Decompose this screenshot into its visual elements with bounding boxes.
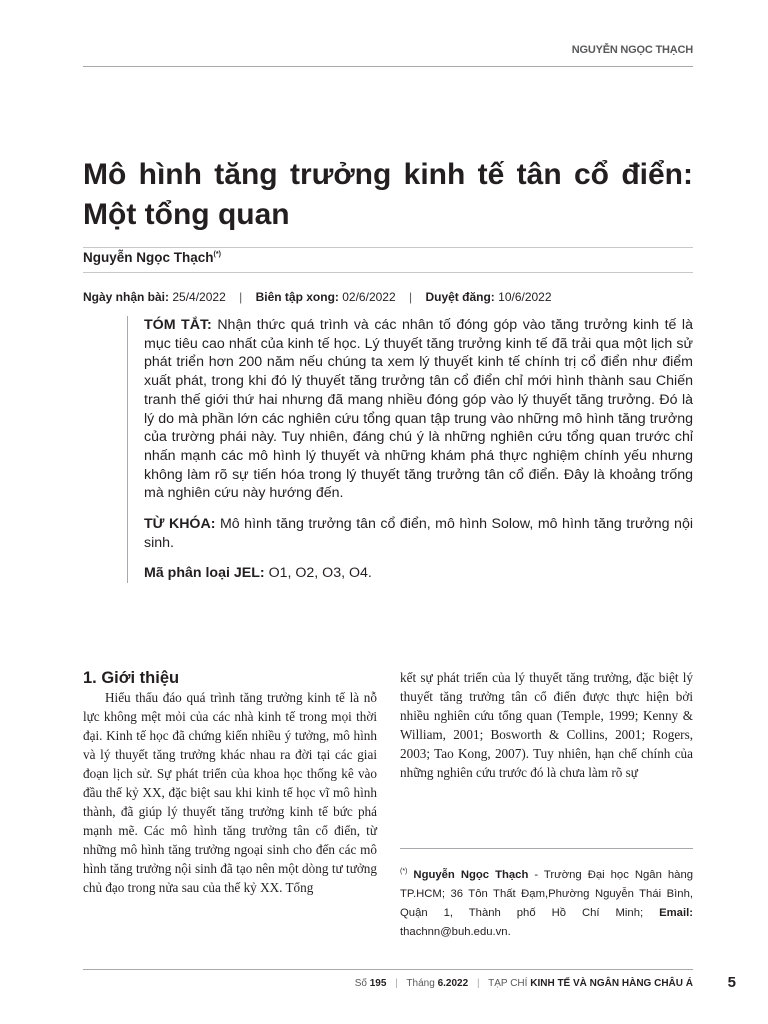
- edited-label: Biên tập xong:: [255, 290, 339, 304]
- author-footnote-mark: (*): [213, 251, 221, 258]
- received-label: Ngày nhận bài:: [83, 290, 170, 304]
- left-column: [83, 668, 377, 897]
- body-paragraph: Hiểu thấu đáo quá trình tăng trưởng kinh tế là nỗ lực không mệt mỏi của các nhà kinh tế trong mọi thời đại. Kinh tế học đã chứng kiến nhiều ý tưởng, mô hình và lý thuyết tăng trưởng khác nhau ra đời tại các giai đoạn lịch sử. Sự phát triển của khoa học thống kê vào đầu thế kỷ XX, đặc biệt sau khi kinh tế học vĩ mô hình thành, đã giúp lý thuyết tăng trưởng kinh tế bức phá mạnh mẽ. Các mô hình tăng trưởng tân cổ điển, từ những mô hình tăng trưởng ngoại sinh cho đến các mô hình tăng trưởng nội sinh đã tạo nên một dòng tư tưởng chủ đạo trong nửa sau của thế kỷ XX. Tổng: [83, 690, 377, 895]
- running-head: NGUYỄN NGỌC THẠCH: [571, 44, 693, 56]
- keywords-text: Mô hình tăng trưởng tân cổ điển, mô hình Solow, mô hình tăng trưởng nội sinh.: [144, 516, 693, 551]
- keywords-paragraph: [144, 515, 693, 552]
- footnote-email: thachnn@buh.edu.vn.: [400, 926, 511, 938]
- footnote-affiliation: - Trường Đại học Ngân hàng TP.HCM; 36 Tôn Thất Đạm,Phường Nguyễn Thái Bình, Quận 1, Thành phố Hồ Chí Minh;: [400, 869, 694, 919]
- accepted-label: Duyệt đăng:: [425, 290, 495, 304]
- abstract-paragraph: [144, 316, 693, 503]
- body-paragraph-continued: kết sự phát triển của lý thuyết tăng trưởng, đặc biệt lý thuyết tăng trưởng tân cổ điển được thực hiện bởi nhiều nghiên cứu tổng quan (Temple, 1999; Kenny & William, 2001; Bosworth & Collins, 2001; Rogers, 2003; Tao Kong, 2007). Tuy nhiên, hạn chế chính của những nghiên cứu trước đó là chưa làm rõ sự: [400, 670, 693, 780]
- article-author: [83, 250, 221, 265]
- abstract-text: Nhận thức quá trình và các nhân tố đóng góp vào tăng trưởng kinh tế là mục tiêu cao nhất của kinh tế học. Lý thuyết tăng trưởng kinh tế đã trải qua một lịch sử phát triển hơn 200 năm nếu chúng ta xem lý thuyết kinh tế chính trị cổ điển như điểm xuất phát, trong khi đó lý thuyết tăng trưởng tân cổ điển chỉ mới hình thành sau Chiến tranh thế giới thứ hai nhưng đã mang nhiều đóng góp vào lý thuyết tăng trưởng. Đó là lý do mà phần lớn các nghiên cứu tổng quan tập trung vào những mô hình tăng trưởng của trường phái này. Tuy nhiên, đáng chú ý là những nghiên cứu tổng quan trước chỉ nhấn mạnh các mô hình lý thuyết và những khám phá thực nghiệm chính yếu nhưng không làm rõ sự tiến hóa trong lý thuyết tăng trưởng tân cổ điển. Đây là khoảng trống mà nghiên cứu này hướng đến.: [144, 317, 693, 502]
- jel-paragraph: [144, 564, 693, 583]
- edited-date: 02/6/2022: [342, 290, 396, 304]
- month-label: Tháng: [406, 978, 435, 989]
- footnote-mark: (*): [400, 868, 408, 875]
- page-number: 5: [727, 974, 736, 991]
- footnote-email-label: Email:: [659, 907, 693, 919]
- received-date: 25/4/2022: [172, 290, 226, 304]
- title-divider: [83, 247, 693, 248]
- keywords-label: TỪ KHÓA:: [144, 516, 216, 533]
- date-separator: |: [408, 290, 413, 304]
- section-heading: 1. Giới thiệu: [83, 669, 180, 687]
- page-footer: Số 195 | Tháng 6.2022 | TẠP CHÍ KINH TẾ VÀ NGÂN HÀNG CHÂU Á: [354, 978, 693, 989]
- journal-prefix: TẠP CHÍ: [488, 978, 528, 989]
- accepted-date: 10/6/2022: [498, 290, 552, 304]
- issue-month: 6.2022: [437, 978, 469, 989]
- author-name: Nguyễn Ngọc Thạch: [83, 250, 214, 265]
- issue-label: Số: [354, 978, 367, 989]
- date-separator: |: [239, 290, 243, 304]
- abstract-label: TÓM TẮT:: [144, 317, 212, 333]
- journal-name: KINH TẾ VÀ NGÂN HÀNG CHÂU Á: [530, 978, 693, 989]
- jel-codes: O1, O2, O3, O4.: [268, 565, 372, 582]
- article-dates: [83, 290, 552, 304]
- footer-divider: [83, 969, 693, 970]
- jel-label: Mã phân loại JEL:: [144, 565, 265, 582]
- right-column: [400, 668, 693, 782]
- footnote-divider: [400, 848, 693, 849]
- article-title: Mô hình tăng trưởng kinh tế tân cổ điển: Một tổng quan: [83, 158, 693, 231]
- abstract-block: [127, 316, 693, 583]
- author-divider: [83, 272, 693, 273]
- footnote-author-name: Nguyễn Ngọc Thạch: [413, 869, 529, 881]
- header-divider: [83, 66, 693, 67]
- author-footnote: [400, 862, 693, 942]
- issue-number: 195: [369, 978, 387, 989]
